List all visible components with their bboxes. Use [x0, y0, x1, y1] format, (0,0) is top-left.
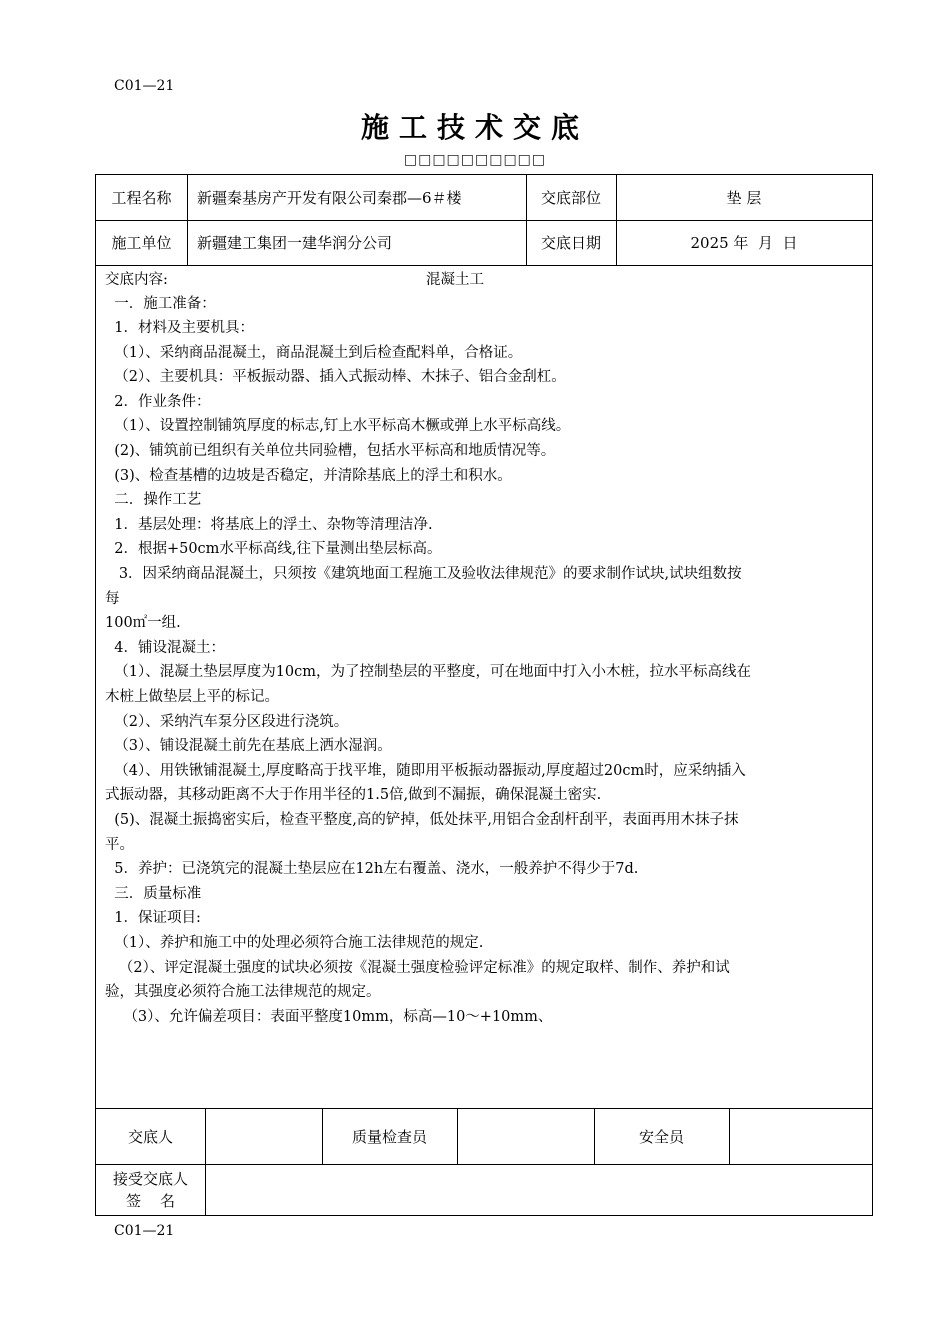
content-line: 2．作业条件： [105, 393, 211, 410]
content-line: 5．养护：已浇筑完的混凝土垫层应在12h左右覆盖、浇水，一般养护不得少于7d. [105, 861, 639, 878]
quality-inspector-signature [457, 1108, 594, 1164]
receiver-label [96, 1164, 205, 1215]
content-line: 100㎡一组. [105, 615, 181, 632]
presenter-signature [205, 1108, 322, 1164]
content-line: （1）、设置控制铺筑厚度的标志,钉上水平标高木橛或弹上水平标高线。 [105, 418, 571, 435]
content-line: 二．操作工艺 [105, 492, 202, 509]
receiver-label-line1: 接受交底人 [112, 1169, 188, 1188]
content-line: (2)、铺筑前已组织有关单位共同验槽，包括水平标高和地质情况等。 [105, 443, 556, 460]
row-divider [96, 265, 872, 266]
content-line: （1）、采纳商品混凝土，商品混凝土到后检查配料单，合格证。 [105, 344, 523, 361]
content-line: （2）、主要机具：平板振动器、插入式振动棒、木抹子、铝合金刮杠。 [105, 369, 566, 386]
content-line: （2）、评定混凝土强度的试块必须按《混凝土强度检验评定标准》的规定取样、制作、养护和试 [105, 959, 730, 976]
content-line: 1．保证项目: [105, 910, 201, 927]
construction-unit-value: 新疆建工集团一建华润分公司 [197, 234, 393, 252]
disclosure-part-label: 交底部位 [540, 189, 601, 207]
form-code-top: C01—21 [114, 78, 175, 94]
content-line: 验，其强度必须符合施工法律规范的规定。 [105, 984, 381, 1001]
content-line: (5)、混凝土振捣密实后，检查平整度,高的铲掉，低处抹平,用铝合金刮杆刮平，表面再用木抹子抹 [105, 811, 739, 828]
disclosure-date-value: 2025 年 月 日 [690, 234, 798, 252]
presenter-label: 交底人 [127, 1127, 173, 1146]
disclosure-part-value: 垫 层 [726, 189, 762, 207]
content-line: （3）、允许偏差项目：表面平整度10mm，标高—10～+10mm、 [105, 1008, 553, 1025]
form-code-bottom: C01—21 [114, 1223, 175, 1239]
project-name-label: 工程名称 [111, 189, 172, 207]
content-line: 三．质量标准 [105, 885, 202, 902]
content-line: 一．施工准备： [105, 295, 216, 312]
construction-unit-label: 施工单位 [111, 234, 172, 252]
document-title: 施工技术交底 [360, 111, 589, 144]
content-line: （4）、用铁锹铺混凝土,厚度略高于找平堆，随即用平板振动器振动,厚度超过20cm时，应采纳插入 [105, 762, 746, 779]
receiver-signature [205, 1164, 872, 1215]
content-line: （1）、混凝土垫层厚度为10cm，为了控制垫层的平整度，可在地面中打入小木桩，拉水平标高线在 [105, 664, 752, 681]
content-line: 2．根据+50cm水平标高线,往下量测出垫层标高。 [105, 541, 442, 558]
receiver-label-line2: 签 名 [125, 1191, 176, 1210]
content-topic: 混凝土工 [426, 272, 484, 288]
content-line: 平。 [105, 836, 134, 853]
project-name-value: 新疆秦基房产开发有限公司秦郡—6＃楼 [197, 189, 462, 207]
content-line: 3．因采纳商品混凝土，只须按《建筑地面工程施工及验收法律规范》的要求制作试块,试块组数按 [105, 566, 742, 583]
content-line: 每 [105, 590, 120, 607]
content-line: (3)、检查基槽的边坡是否稳定，并清除基底上的浮土和积水。 [105, 467, 512, 484]
content-line: （1）、养护和施工中的处理必须符合施工法律规范的规定. [105, 934, 484, 951]
disclosure-form-table [95, 174, 873, 1216]
content-label: 交底内容: [105, 272, 168, 288]
content-line: 木桩上做垫层上平的标记。 [105, 689, 279, 705]
content-line: （2）、采纳汽车泵分区段进行浇筑。 [105, 713, 349, 730]
content-line: 1．基层处理：将基底上的浮土、杂物等清理洁净. [105, 516, 433, 533]
disclosure-content [96, 267, 872, 1107]
quality-inspector-label: 质量检查员 [351, 1127, 427, 1146]
column-divider [187, 175, 188, 265]
safety-officer-signature [729, 1108, 872, 1164]
document-subtitle: □□□□□□□□□□ [403, 152, 547, 168]
content-line: 式振动器，其移动距离不大于作用半径的1.5倍,做到不漏振，确保混凝土密实. [105, 787, 602, 804]
content-lines [105, 292, 864, 1030]
content-line: （3）、铺设混凝土前先在基底上洒水湿润。 [105, 738, 392, 755]
content-line: 1．材料及主要机具： [105, 320, 254, 337]
safety-officer-label: 安全员 [638, 1127, 684, 1146]
disclosure-date-label: 交底日期 [540, 234, 601, 252]
content-line: 4．铺设混凝土： [105, 639, 225, 656]
